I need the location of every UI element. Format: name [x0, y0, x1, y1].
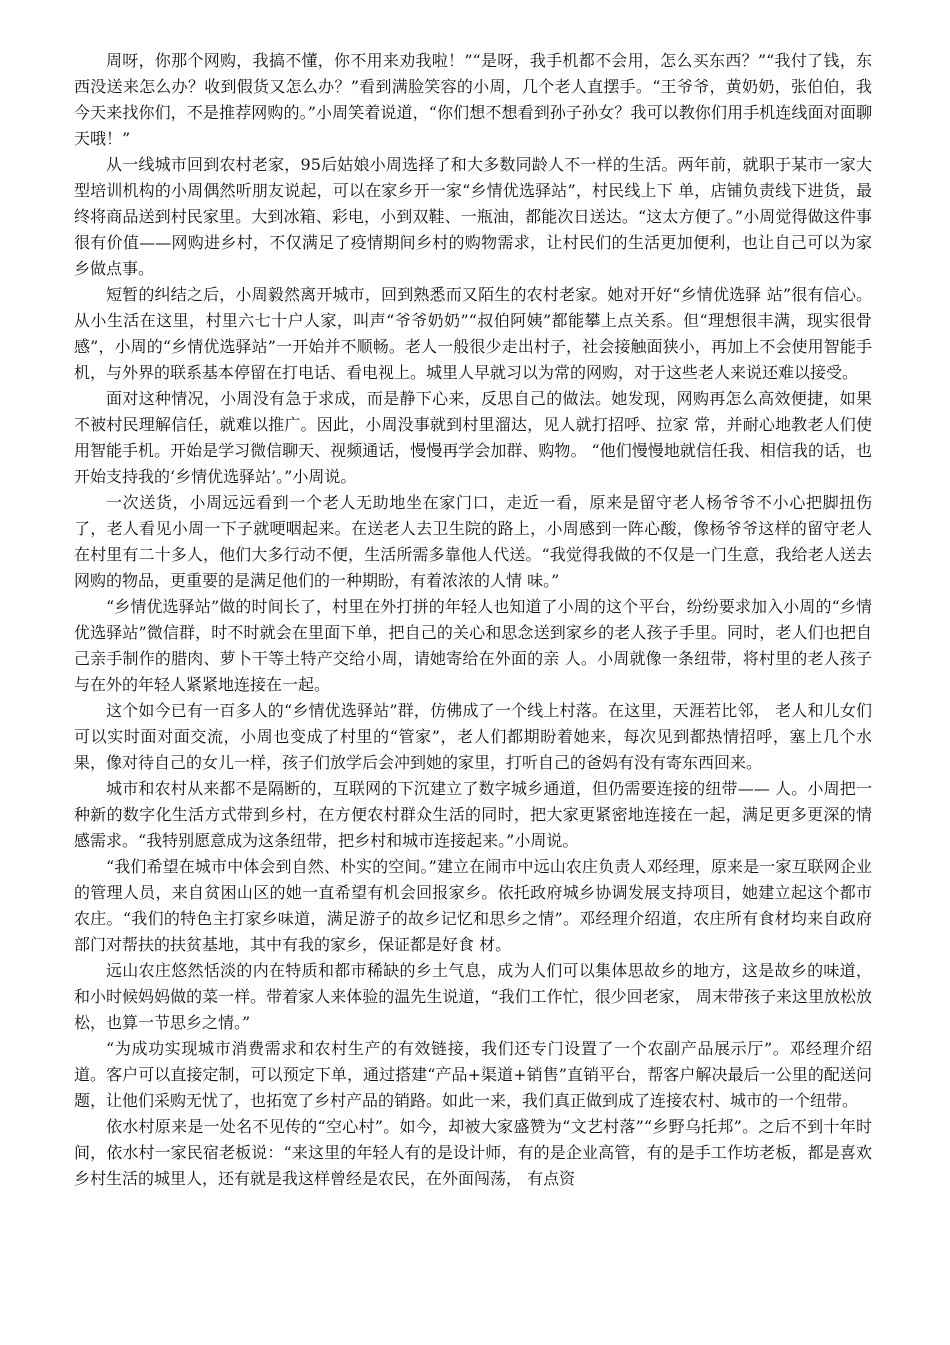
paragraph-11: “为成功实现城市消费需求和农村生产的有效链接，我们还专门设置了一个农副产品展示厅”。邓经理介绍道。客户可以直接定制，可以预定下单，通过搭建“产品+渠道+销售”直销平台，帮客户解决最后一公里的配送问题，让他们采购无忧了，也拓宽了乡村产品的销路。如此一来，我们真正做到成了连接农村、城市的一个纽带。 — [74, 1039, 872, 1110]
paragraph-7: 这个如今已有一百多人的“乡情优选驿站”群，仿佛成了一个线上村落。在这里，天涯若比邻， 老人和儿女们可以实时面对面交流，小周也变成了村里的“管家”，老人们都期盼着她来，每次见到都热情招呼，塞上几个水果，像对待自己的女儿一样，孩子们放学后会冲到她的家里，打听自己的爸妈有没有寄东西回来。 — [74, 701, 872, 772]
paragraph-1: 周呀，你那个网购，我搞不懂，你不用来劝我啦！”“是呀，我手机都不会用，怎么买东西？”“我付了钱，东西没送来怎么办？收到假货又怎么办？”看到满脸笑容的小周，几个老人直摆手。“王爷爷，黄奶奶，张伯伯，我今天来找你们，不是推荐网购的。”小周笑着说道，“你们想不想看到孙子孙女？我可以教你们用手机连线面对面聊天哦！” — [74, 51, 872, 148]
paragraph-2: 从一线城市回到农村老家，95后姑娘小周选择了和大多数同龄人不一样的生活。两年前，就职于某市一家大型培训机构的小周偶然听朋友说起，可以在家乡开一家“乡情优选驿站”，村民线上下 单，店铺负责线下进货，最终将商品送到村民家里。大到冰箱、彩电，小到双鞋、一瓶油，都能次日送达。“这太方便了。”小周觉得做这件事很有价值——网购进乡村，不仅满足了疫情期间乡村的购物需求，让村民们的生活更加便利，也让自己可以为家乡做点事。 — [74, 155, 872, 278]
paragraph-4: 面对这种情况，小周没有急于求成，而是静下心来，反思自己的做法。她发现，网购再怎么高效便捷，如果不被村民理解信任，就难以推广。因此，小周没事就到村里溜达，见人就打招呼、拉家 常，并耐心地教老人们使用智能手机。开始是学习微信聊天、视频通话，慢慢再学会加群、购物。 “他们慢慢地就信任我、相信我的话，也开始支持我的‘乡情优选驿站’。”小周说。 — [74, 389, 872, 486]
paragraph-9: “我们希望在城市中体会到自然、朴实的空间。”建立在闹市中远山农庄负责人邓经理，原来是一家互联网企业的管理人员，来自贫困山区的她一直希望有机会回报家乡。依托政府城乡协调发展支持项目，她建立起这个都市农庄。“我们的特色主打家乡味道，满足游子的故乡记忆和思乡之情”。邓经理介绍道，农庄所有食材均来自政府部门对帮扶的扶贫基地，其中有我的家乡，保证都是好食 材。 — [74, 857, 872, 954]
paragraph-12: 依水村原来是一处名不见传的“空心村”。如今，却被大家盛赞为“文艺村落”“乡野乌托邦”。之后不到十年时间，依水村一家民宿老板说：“来这里的年轻人有的是设计师，有的是企业高管，有的是手工作坊老板，都是喜欢乡村生活的城里人，还有就是我这样曾经是农民，在外面闯荡， 有点资 — [74, 1117, 872, 1188]
paragraph-6: “乡情优选驿站”做的时间长了，村里在外打拼的年轻人也知道了小周的这个平台，纷纷要求加入小周的“乡情优选驿站”微信群，时不时就会在里面下单，把自己的关心和思念送到家乡的老人孩子手里。同时，老人们也把自己亲手制作的腊肉、萝卜干等土特产交给小周，请她寄给在外面的亲 人。小周就像一条纽带，将村里的老人孩子与在外的年轻人紧紧地连接在一起。 — [74, 597, 872, 694]
paragraph-8: 城市和农村从来都不是隔断的，互联网的下沉建立了数字城乡通道，但仍需要连接的纽带—— 人。小周把一种新的数字化生活方式带到乡村，在方便农村群众生活的同时，把大家更紧密地连接在一起，满足更多更深的情感需求。“我特别愿意成为这条纽带，把乡村和城市连接起来。”小周说。 — [74, 779, 872, 850]
paragraph-3: 短暂的纠结之后，小周毅然离开城市，回到熟悉而又陌生的农村老家。她对开好“乡情优选驿 站”很有信心。从小生活在这里，村里六七十户人家，叫声“爷爷奶奶”“叔伯阿姨”都能攀上点关系。但“理想很丰满，现实很骨感”，小周的“乡情优选驿站”一开始并不顺畅。老人一般很少走出村子，社会接触面狭小，再加上不会使用智能手机，与外界的联系基本停留在打电话、看电视上。城里人早就习以为常的网购，对于这些老人来说还难以接受。 — [74, 285, 872, 382]
paragraph-10: 远山农庄悠然恬淡的内在特质和都市稀缺的乡土气息，成为人们可以集体思故乡的地方，这是故乡的味道，和小时候妈妈做的菜一样。带着家人来体验的温先生说道，“我们工作忙，很少回老家， 周末带孩子来这里放松放松，也算一节思乡之情。” — [74, 961, 872, 1032]
paragraph-5: 一次送货，小周远远看到一个老人无助地坐在家门口，走近一看，原来是留守老人杨爷爷不小心把脚扭伤了，老人看见小周一下子就哽咽起来。在送老人去卫生院的路上，小周感到一阵心酸，像杨爷爷这样的留守老人在村里有二十多人，他们大多行动不便，生活所需多靠他人代送。“我觉得我做的不仅是一门生意，我给老人送去网购的物品，更重要的是满足他们的一种期盼，有着浓浓的人情 味。” — [74, 493, 872, 590]
